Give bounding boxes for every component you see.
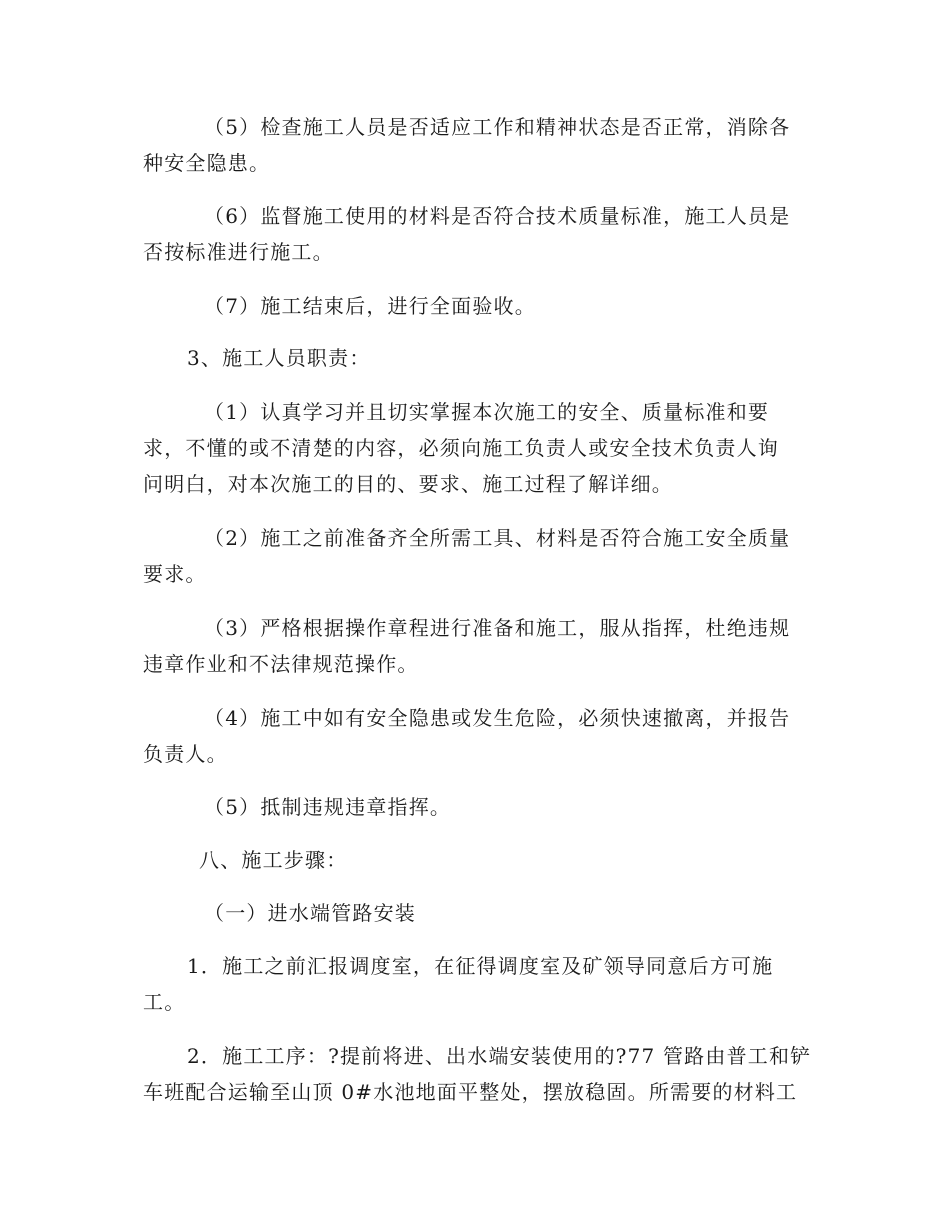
paragraph-line: （1）认真学习并且切实掌握本次施工的安全、质量标准和要 (204, 400, 770, 424)
paragraph-item-5-supervision (143, 109, 803, 181)
paragraph-step-2 (143, 1038, 812, 1110)
paragraph-duty-4 (143, 700, 803, 772)
paragraph-line: 八、施工步骤： (199, 848, 348, 872)
paragraph-line: （5）抵制违规违章指挥。 (204, 795, 452, 819)
paragraph-line: （7）施工结束后，进行全面验收。 (204, 294, 536, 318)
paragraph-duty-2 (143, 520, 803, 592)
paragraph-line: （6）监督施工使用的材料是否符合技术质量标准，施工人员是 (204, 204, 791, 228)
paragraph-line: 3、施工人员职责： (187, 346, 371, 370)
paragraph-line: 工。 (143, 990, 186, 1014)
paragraph-item-6-materials (143, 198, 803, 270)
paragraph-line: 否按标准进行施工。 (143, 240, 334, 264)
paragraph-duty-5 (143, 789, 803, 825)
paragraph-line: 车班配合运输至山顶 0#水池地面平整处，摆放稳固。所需要的材料工 (143, 1080, 798, 1104)
paragraph-duty-1 (143, 394, 803, 502)
paragraph-line: 种安全隐患。 (143, 151, 271, 175)
subsection-heading-inlet-pipe (143, 895, 803, 931)
paragraph-line: 负责人。 (143, 742, 228, 766)
paragraph-line: （2）施工之前准备齐全所需工具、材料是否符合施工安全质量 (204, 526, 791, 550)
paragraph-line: （4）施工中如有安全隐患或发生危险，必须快速撤离，并报告 (204, 706, 791, 730)
paragraph-item-7-acceptance (143, 288, 803, 324)
paragraph-line: （一）进水端管路安装 (204, 901, 416, 925)
paragraph-line: （5）检查施工人员是否适应工作和精神状态是否正常，消除各 (204, 115, 791, 139)
paragraph-line: （3）严格根据操作章程进行准备和施工，服从指挥，杜绝违规 (204, 616, 791, 640)
paragraph-line: 违章作业和不法律规范操作。 (143, 652, 419, 676)
paragraph-line: 求，不懂的或不清楚的内容，必须向施工负责人或安全技术负责人询 (143, 436, 779, 460)
paragraph-line: 要求。 (143, 562, 207, 586)
paragraph-duty-3 (143, 610, 803, 682)
section-heading-construction-steps (143, 842, 803, 878)
paragraph-line: 2．施工工序：?提前将进、出水端安装使用的?77 管路由普工和铲 (187, 1044, 812, 1068)
paragraph-step-1 (143, 948, 803, 1020)
paragraph-line: 问明白，对本次施工的目的、要求、施工过程了解详细。 (143, 472, 673, 496)
section-heading-worker-duties (143, 340, 803, 376)
paragraph-line: 1．施工之前汇报调度室，在征得调度室及矿领导同意后方可施 (187, 954, 774, 978)
